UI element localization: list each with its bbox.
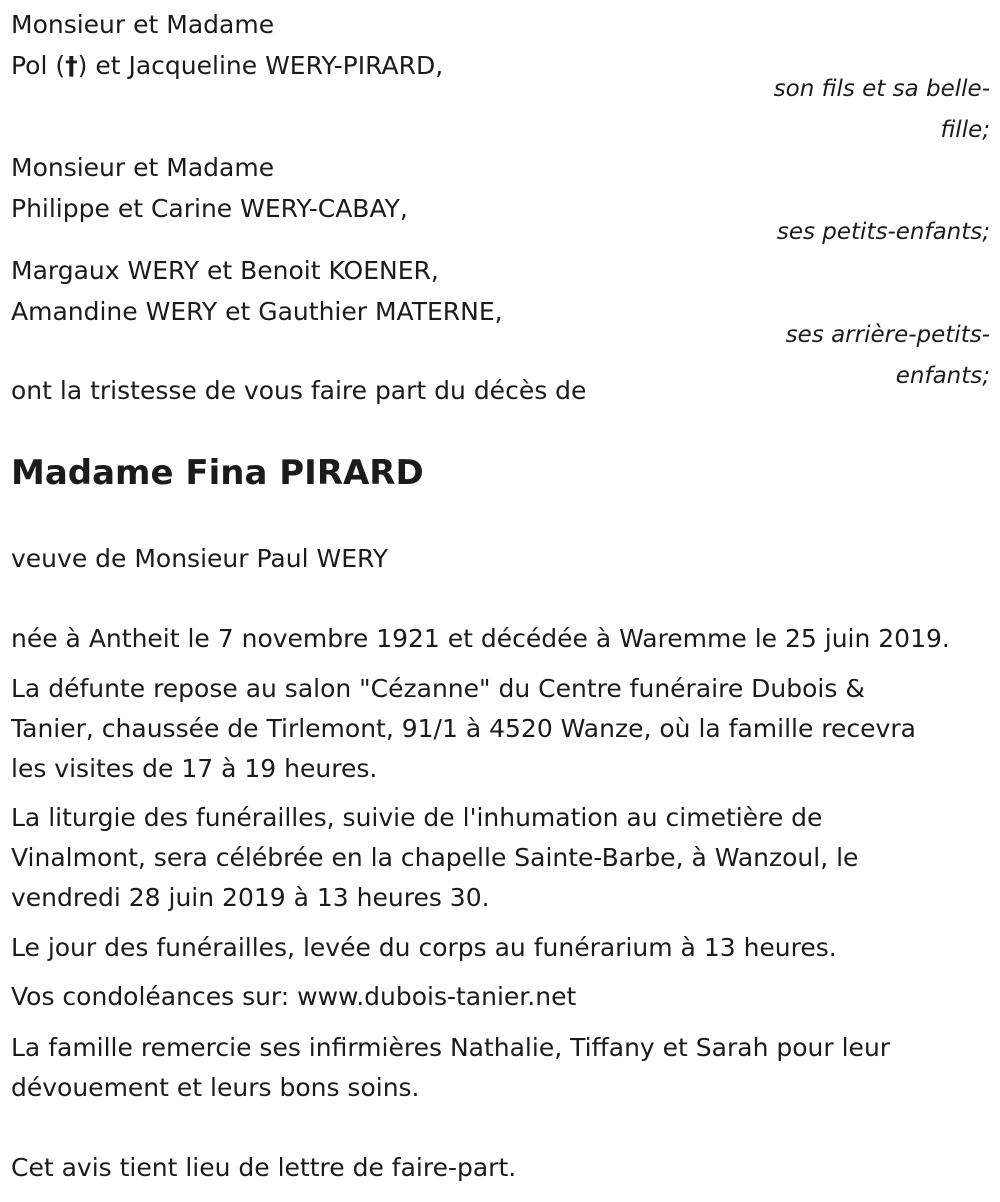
rest-line-3: les visites de 17 à 19 heures. [11,754,378,783]
great-grandchild-relation-line-1: ses arrière-petits- [785,322,990,348]
liturgy-line-3: vendredi 28 juin 2019 à 13 heures 30. [11,883,490,912]
grandchild-intro: Monsieur et Madame [11,153,275,182]
liturgy-line-1: La liturgie des funérailles, suivie de l'inhumation au cimetière de [11,803,823,832]
thanks-line-2: dévouement et leurs bons soins. [11,1073,420,1102]
great-grandchild-names-1: Margaux WERY et Benoit KOENER, [11,256,439,285]
grandchild-relation: ses petits-enfants; [776,219,990,245]
widow-of: veuve de Monsieur Paul WERY [11,544,389,573]
cross-icon: † [65,51,78,80]
body-raising: Le jour des funérailles, levée du corps au funérarium à 13 heures. [11,933,837,962]
thanks-line-1: La famille remercie ses infirmières Nathalie, Tiffany et Sarah pour leur [11,1033,891,1062]
great-grandchild-relation-line-2: enfants; [895,363,990,389]
son-names-after: ) et Jacqueline WERY-PIRARD, [77,51,444,80]
rest-line-1: La défunte repose au salon "Cézanne" du Centre funéraire Dubois & [11,674,865,703]
son-relation-line-2: fille; [940,117,990,143]
son-relation-line-1: son fils et sa belle- [773,76,990,102]
deceased-name: Madame Fina PIRARD [11,453,424,493]
closing-note: Cet avis tient lieu de lettre de faire-part. [11,1153,517,1182]
son-names [11,46,443,86]
son-names-before: Pol ( [11,51,66,80]
son-intro: Monsieur et Madame [11,10,275,39]
birth-death-dates: née à Antheit le 7 novembre 1921 et décédée à Waremme le 25 juin 2019. [11,624,950,653]
announcement: ont la tristesse de vous faire part du décès de [11,376,587,405]
liturgy-line-2: Vinalmont, sera célébrée en la chapelle Sainte-Barbe, à Wanzoul, le [11,843,859,872]
rest-line-2: Tanier, chaussée de Tirlemont, 91/1 à 4520 Wanze, où la famille recevra [11,714,916,743]
grandchild-names: Philippe et Carine WERY-CABAY, [11,194,408,223]
condolences: Vos condoléances sur: www.dubois-tanier.net [11,982,577,1011]
great-grandchild-names-2: Amandine WERY et Gauthier MATERNE, [11,297,503,326]
